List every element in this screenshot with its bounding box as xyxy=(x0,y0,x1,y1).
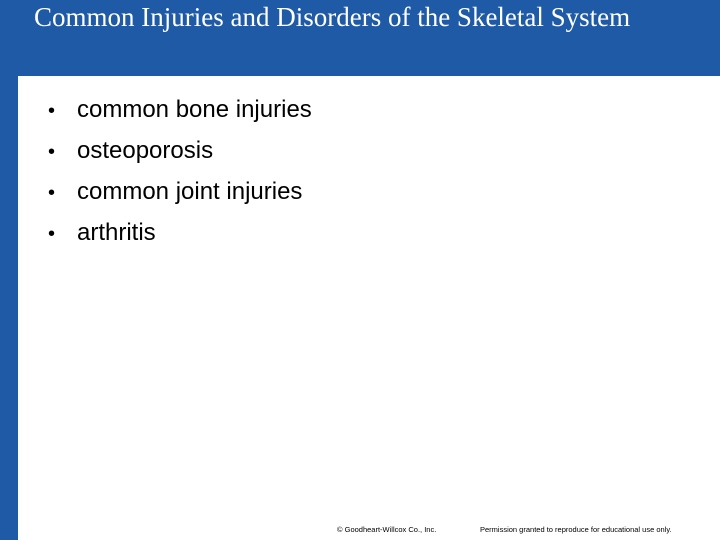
left-accent-band xyxy=(0,0,18,540)
bullet-text: common bone injuries xyxy=(77,96,312,123)
list-item xyxy=(48,90,312,131)
bullet-icon: • xyxy=(48,223,56,245)
footer-permission: Permission granted to reproduce for educational use only. xyxy=(480,525,672,534)
bullet-list xyxy=(48,90,312,254)
list-item xyxy=(48,131,312,172)
list-item xyxy=(48,213,312,254)
bullet-text: common joint injuries xyxy=(77,178,303,205)
slide-title: Common Injuries and Disorders of the Skeletal System xyxy=(34,2,631,32)
list-item xyxy=(48,172,312,213)
bullet-icon: • xyxy=(48,182,56,204)
bullet-icon: • xyxy=(48,100,56,122)
bullet-text: osteoporosis xyxy=(77,137,214,164)
bullet-text: arthritis xyxy=(77,219,156,246)
bullet-icon: • xyxy=(48,141,56,163)
footer-copyright: © Goodheart-Willcox Co., Inc. xyxy=(337,525,437,534)
